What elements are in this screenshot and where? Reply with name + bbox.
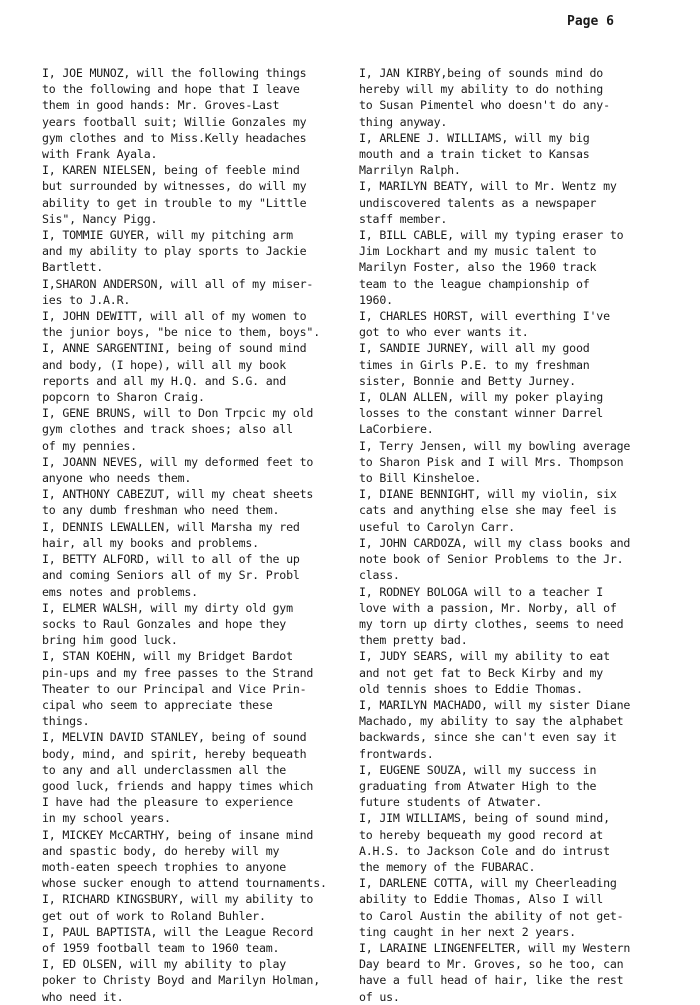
will-line: I, MARILYN MACHADO, will my sister Diane xyxy=(359,697,631,712)
will-line: socks to Raul Gonzales and hope they xyxy=(42,616,287,631)
will-entry xyxy=(42,405,352,454)
will-entry xyxy=(42,308,352,340)
will-line: bring him good luck. xyxy=(42,633,178,648)
will-line: but surrounded by witnesses, do will my xyxy=(42,179,307,194)
will-line: backwards, since she can't even say it xyxy=(359,730,617,745)
will-line: class. xyxy=(359,568,400,583)
will-line: have a full head of hair, like the rest xyxy=(359,973,624,988)
will-line: I, JOANN NEVES, will my deformed feet to xyxy=(42,454,314,469)
will-entry xyxy=(42,227,352,276)
will-line: I, PAUL BAPTISTA, will the League Record xyxy=(42,924,314,939)
will-line: good luck, friends and happy times which xyxy=(42,778,314,793)
will-line: I, ARLENE J. WILLIAMS, will my big xyxy=(359,130,590,145)
will-line: sister, Bonnie and Betty Jurney. xyxy=(359,373,576,388)
will-line: Sis", Nancy Pigg. xyxy=(42,211,158,226)
will-line: ies to J.A.R. xyxy=(42,292,131,307)
will-entry xyxy=(42,827,352,892)
will-line: I, MICKEY McCARTHY, being of insane mind xyxy=(42,827,314,842)
will-line: A.H.S. to Jackson Cole and do intrust xyxy=(359,843,610,858)
will-line: I, DENNIS LEWALLEN, will Marsha my red xyxy=(42,519,300,534)
will-line: thing anyway. xyxy=(359,114,448,129)
will-entry xyxy=(42,276,352,308)
will-line: I have had the pleasure to experience xyxy=(42,795,293,810)
will-line: I, GENE BRUNS, will to Don Trpcic my old xyxy=(42,406,314,421)
will-line: to any dumb freshman who need them. xyxy=(42,503,280,518)
will-line: ems notes and problems. xyxy=(42,584,198,599)
will-line: to Bill Kinsheloe. xyxy=(359,471,482,486)
will-line: Marrilyn Ralph. xyxy=(359,163,461,178)
will-line: Bartlett. xyxy=(42,260,104,275)
will-line: I, DIANE BENNIGHT, will my violin, six xyxy=(359,487,617,502)
will-entry xyxy=(359,227,659,308)
will-line: graduating from Atwater High to the xyxy=(359,778,597,793)
will-line: I, JOE MUNOZ, will the following things xyxy=(42,66,307,80)
will-line: I, ED OLSEN, will my ability to play xyxy=(42,957,287,972)
will-line: I, ANNE SARGENTINI, being of sound mind xyxy=(42,341,307,356)
will-line: Day beard to Mr. Groves, so he too, can xyxy=(359,957,624,972)
will-line: I, JOHN CARDOZA, will my class books and xyxy=(359,535,631,550)
will-line: and spastic body, do hereby will my xyxy=(42,843,280,858)
will-line: I, MELVIN DAVID STANLEY, being of sound xyxy=(42,730,307,745)
will-entry xyxy=(42,891,352,923)
will-line: Marilyn Foster, also the 1960 track xyxy=(359,260,597,275)
will-line: Jim Lockhart and my music talent to xyxy=(359,244,597,259)
will-entry xyxy=(42,486,352,518)
left-column xyxy=(42,65,352,1005)
will-line: to Susan Pimentel who doesn't do any- xyxy=(359,98,610,113)
will-entry xyxy=(42,454,352,486)
will-line: ting caught in her next 2 years. xyxy=(359,924,576,939)
will-line: I, MARILYN BEATY, will to Mr. Wentz my xyxy=(359,179,617,194)
will-line: and body, (I hope), will all my book xyxy=(42,357,287,372)
will-line: I, KAREN NIELSEN, being of feeble mind xyxy=(42,163,300,178)
will-line: LaCorbiere. xyxy=(359,422,434,437)
will-line: I, DARLENE COTTA, will my Cheerleading xyxy=(359,876,617,891)
will-line: I, OLAN ALLEN, will my poker playing xyxy=(359,390,604,405)
will-entry xyxy=(42,519,352,551)
page-number: Page 6 xyxy=(567,14,614,29)
will-line: ability to Eddie Thomas, Also I will xyxy=(359,892,604,907)
will-line: to Sharon Pisk and I will Mrs. Thompson xyxy=(359,454,624,469)
will-line: team to the league championship of xyxy=(359,276,590,291)
will-line: ability to get in trouble to my "Little xyxy=(42,195,307,210)
will-entry xyxy=(359,762,659,811)
will-line: I,SHARON ANDERSON, will all of my miser- xyxy=(42,276,314,291)
will-line: undiscovered talents as a newspaper xyxy=(359,195,597,210)
will-line: frontwards. xyxy=(359,746,434,761)
will-line: cipal who seem to appreciate these xyxy=(42,697,273,712)
will-line: Theater to our Principal and Vice Prin- xyxy=(42,681,307,696)
will-line: of 1959 football team to 1960 team. xyxy=(42,940,280,955)
will-entry xyxy=(42,65,352,162)
will-line: mouth and a train ticket to Kansas xyxy=(359,147,590,162)
will-line: I, JAN KIRBY,being of sounds mind do xyxy=(359,66,604,80)
will-line: them in good hands: Mr. Groves-Last xyxy=(42,98,280,113)
will-line: whose sucker enough to attend tournaments. xyxy=(42,876,327,891)
will-line: gym clothes and track shoes; also all xyxy=(42,422,293,437)
will-line: I, RICHARD KINGSBURY, will my ability to xyxy=(42,892,314,907)
will-entry xyxy=(42,956,352,1005)
will-line: and coming Seniors all of my Sr. Probl xyxy=(42,568,300,583)
will-line: I, TOMMIE GUYER, will my pitching arm xyxy=(42,228,293,243)
will-line: I, BILL CABLE, will my typing eraser to xyxy=(359,228,624,243)
will-line: I, ELMER WALSH, will my dirty old gym xyxy=(42,600,293,615)
will-line: poker to Christy Boyd and Marilyn Holman, xyxy=(42,973,320,988)
will-line: to Carol Austin the ability of not get- xyxy=(359,908,624,923)
will-line: future students of Atwater. xyxy=(359,795,543,810)
will-line: them pretty bad. xyxy=(359,633,468,648)
will-entry xyxy=(359,535,659,584)
will-line: cats and anything else she may feel is xyxy=(359,503,617,518)
will-entry xyxy=(359,875,659,940)
will-entry xyxy=(42,729,352,826)
will-line: I, JUDY SEARS, will my ability to eat xyxy=(359,649,610,664)
will-line: got to who ever wants it. xyxy=(359,325,529,340)
will-line: with Frank Ayala. xyxy=(42,147,158,162)
will-line: in my school years. xyxy=(42,811,171,826)
will-line: things. xyxy=(42,714,90,729)
will-entry xyxy=(359,940,659,1005)
will-line: body, mind, and spirit, hereby bequeath xyxy=(42,746,307,761)
will-line: I, CHARLES HORST, will everthing I've xyxy=(359,309,610,324)
will-line: love with a passion, Mr. Norby, all of xyxy=(359,600,617,615)
will-line: of my pennies. xyxy=(42,438,137,453)
will-line: I, LARAINE LINGENFELTER, will my Western xyxy=(359,940,631,955)
will-line: I, JOHN DEWITT, will all of my women to xyxy=(42,309,307,324)
will-line: popcorn to Sharon Craig. xyxy=(42,390,205,405)
will-line: staff member. xyxy=(359,211,448,226)
will-entry xyxy=(42,340,352,405)
will-line: get out of work to Roland Buhler. xyxy=(42,908,266,923)
will-entry xyxy=(359,389,659,438)
will-line: Machado, my ability to say the alphabet xyxy=(359,714,624,729)
will-entry xyxy=(359,130,659,179)
will-line: of us. xyxy=(359,989,400,1004)
will-entry xyxy=(359,486,659,535)
will-line: useful to Carolyn Carr. xyxy=(359,519,515,534)
will-line: and not get fat to Beck Kirby and my xyxy=(359,665,604,680)
will-line: losses to the constant winner Darrel xyxy=(359,406,604,421)
right-column xyxy=(359,65,659,1005)
will-entry xyxy=(42,924,352,956)
will-line: the memory of the FUBARAC. xyxy=(359,859,536,874)
will-line: times in Girls P.E. to my freshman xyxy=(359,357,590,372)
will-entry xyxy=(359,584,659,649)
will-line: years football suit; Willie Gonzales my xyxy=(42,114,307,129)
will-line: I, JIM WILLIAMS, being of sound mind, xyxy=(359,811,610,826)
will-line: I, EUGENE SOUZA, will my success in xyxy=(359,762,597,777)
will-line: hereby will my ability to do nothing xyxy=(359,82,604,97)
will-line: I, RODNEY BOLOGA will to a teacher I xyxy=(359,584,604,599)
will-entry xyxy=(359,810,659,875)
will-line: I, SANDIE JURNEY, will all my good xyxy=(359,341,590,356)
will-entry xyxy=(42,648,352,729)
will-entry xyxy=(359,438,659,487)
will-line: the junior boys, "be nice to them, boys". xyxy=(42,325,320,340)
will-line: anyone who needs them. xyxy=(42,471,192,486)
will-line: pin-ups and my free passes to the Strand xyxy=(42,665,314,680)
will-line: I, Terry Jensen, will my bowling average xyxy=(359,438,631,453)
will-line: hair, all my books and problems. xyxy=(42,535,259,550)
will-entry xyxy=(359,308,659,340)
will-entry xyxy=(359,178,659,227)
will-line: gym clothes and to Miss.Kelly headaches xyxy=(42,130,307,145)
will-line: 1960. xyxy=(359,292,393,307)
will-entry xyxy=(359,340,659,389)
will-entry xyxy=(359,65,659,130)
will-line: old tennis shoes to Eddie Thomas. xyxy=(359,681,583,696)
will-line: I, ANTHONY CABEZUT, will my cheat sheets xyxy=(42,487,314,502)
will-line: who need it. xyxy=(42,989,124,1004)
will-entry xyxy=(359,648,659,697)
will-entry xyxy=(42,600,352,649)
will-line: and my ability to play sports to Jackie xyxy=(42,244,307,259)
will-entry xyxy=(359,697,659,762)
will-line: I, STAN KOEHN, will my Bridget Bardot xyxy=(42,649,293,664)
will-line: moth-eaten speech trophies to anyone xyxy=(42,859,287,874)
will-line: my torn up dirty clothes, seems to need xyxy=(359,616,624,631)
will-entry xyxy=(42,162,352,227)
will-entry xyxy=(42,551,352,600)
will-line: to hereby bequeath my good record at xyxy=(359,827,604,842)
will-line: to any and all underclassmen all the xyxy=(42,762,287,777)
will-line: to the following and hope that I leave xyxy=(42,82,300,97)
will-line: note book of Senior Problems to the Jr. xyxy=(359,552,624,567)
will-line: I, BETTY ALFORD, will to all of the up xyxy=(42,552,300,567)
will-line: reports and all my H.Q. and S.G. and xyxy=(42,373,287,388)
